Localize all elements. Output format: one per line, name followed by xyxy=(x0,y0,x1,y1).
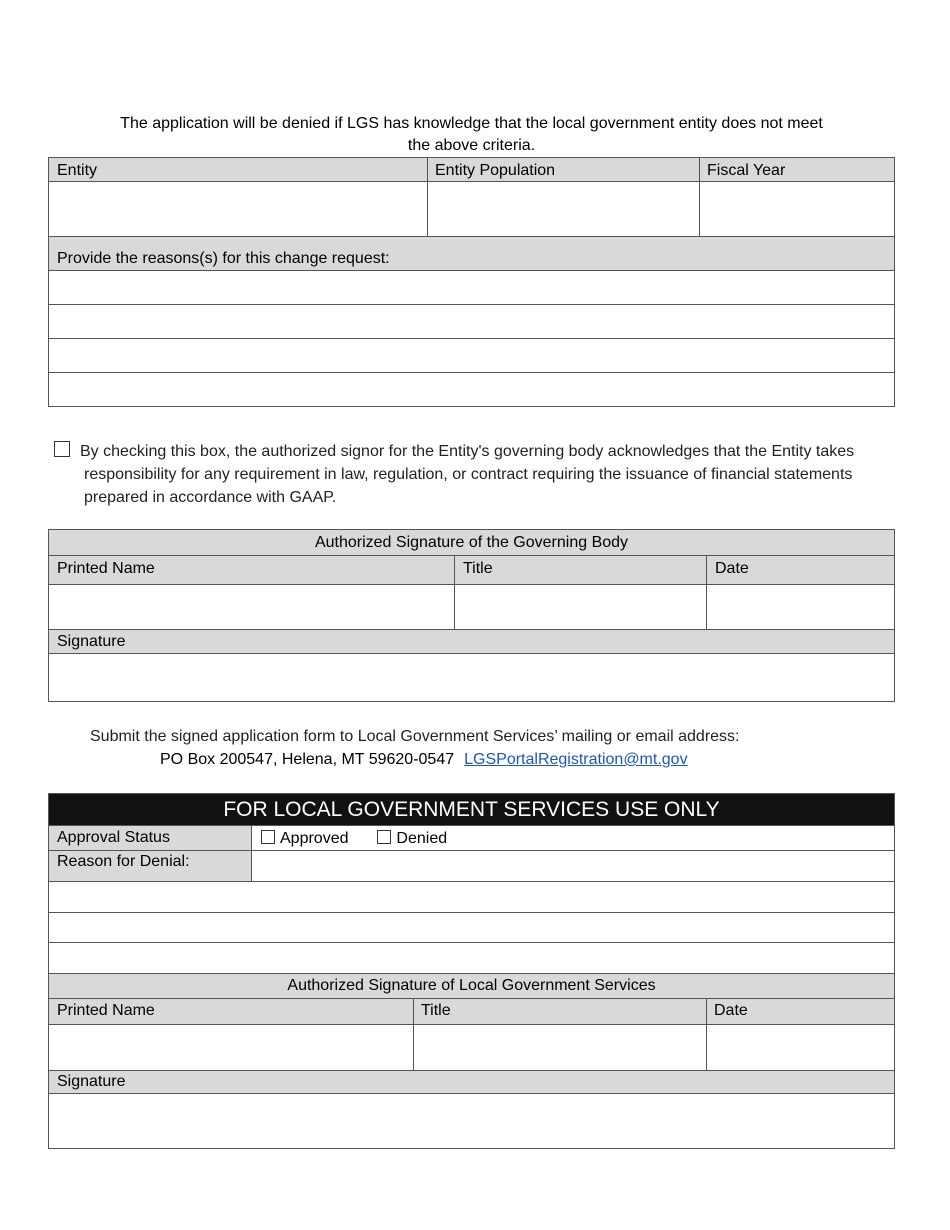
governing-signature-label: Signature xyxy=(57,633,126,650)
lgs-title-header: Title xyxy=(421,1002,451,1019)
governing-signature-title: Authorized Signature of the Governing Body xyxy=(314,534,629,551)
entity-population-input[interactable] xyxy=(428,182,699,236)
lgs-use-table xyxy=(48,793,895,1149)
reason-line-2[interactable] xyxy=(49,305,894,338)
approved-label: Approved xyxy=(280,830,349,847)
approved-checkbox[interactable] xyxy=(261,830,275,844)
acknowledgement xyxy=(48,440,878,509)
email-link[interactable]: LGSPortalRegistration@mt.gov xyxy=(464,751,688,768)
lgs-printed-name-header: Printed Name xyxy=(57,1002,155,1019)
denied-label: Denied xyxy=(396,830,448,847)
lgs-signature-title: Authorized Signature of Local Government Services xyxy=(287,977,656,994)
entity-header: Entity xyxy=(57,162,98,179)
governing-title-header: Title xyxy=(463,560,493,577)
reason-line-3[interactable] xyxy=(49,339,894,372)
submit-instruction: Submit the signed application form to Local Government Services’ mailing or email address: xyxy=(90,728,740,745)
denial-reason-line-1[interactable] xyxy=(49,882,894,911)
lgs-title-input[interactable] xyxy=(414,1025,706,1070)
reason-line-1[interactable] xyxy=(49,271,894,304)
denied-checkbox[interactable] xyxy=(377,830,391,844)
entity-input[interactable] xyxy=(49,182,427,236)
denial-notice-line-1: The application will be denied if LGS has knowledge that the local government entity does not meet xyxy=(120,115,823,132)
entity-table xyxy=(48,157,895,407)
lgs-signature-input[interactable] xyxy=(49,1094,894,1148)
governing-date-header: Date xyxy=(715,560,749,577)
denial-notice xyxy=(48,113,895,157)
approval-options xyxy=(261,829,447,849)
governing-date-input[interactable] xyxy=(707,585,894,629)
denial-reason-line-2[interactable] xyxy=(49,913,894,942)
acknowledgement-text: By checking this box, the authorized signor for the Entity's governing body acknowledges that the Entity takes responsibility for any requirement in law, regulation, or contract requiring the issuance of financial statements prepared in accordance with GAAP. xyxy=(80,443,855,506)
denial-notice-line-2: the above criteria. xyxy=(407,137,536,154)
lgs-date-header: Date xyxy=(714,1002,748,1019)
lgs-date-input[interactable] xyxy=(707,1025,894,1070)
acknowledgement-checkbox[interactable] xyxy=(54,441,70,457)
entity-population-header: Entity Population xyxy=(435,162,556,179)
governing-signature-input[interactable] xyxy=(49,654,894,701)
lgs-signature-label: Signature xyxy=(57,1073,126,1090)
reasons-label: Provide the reasons(s) for this change request: xyxy=(57,250,390,267)
governing-printed-name-header: Printed Name xyxy=(57,560,155,577)
approval-status-label: Approval Status xyxy=(57,829,170,846)
fiscal-year-input[interactable] xyxy=(700,182,894,236)
governing-signature-table xyxy=(48,529,895,702)
fiscal-year-header: Fiscal Year xyxy=(707,162,786,179)
mailing-address: PO Box 200547, Helena, MT 59620-0547 xyxy=(160,751,455,768)
mailing-address-line xyxy=(160,749,688,771)
denial-reason-line-3[interactable] xyxy=(49,943,894,972)
lgs-use-banner: FOR LOCAL GOVERNMENT SERVICES USE ONLY xyxy=(49,794,894,825)
reason-line-4[interactable] xyxy=(49,373,894,406)
governing-title-input[interactable] xyxy=(455,585,706,629)
lgs-printed-name-input[interactable] xyxy=(49,1025,413,1070)
denial-reason-label: Reason for Denial: xyxy=(57,853,190,870)
denial-reason-input[interactable] xyxy=(252,851,894,880)
governing-printed-name-input[interactable] xyxy=(49,585,454,629)
